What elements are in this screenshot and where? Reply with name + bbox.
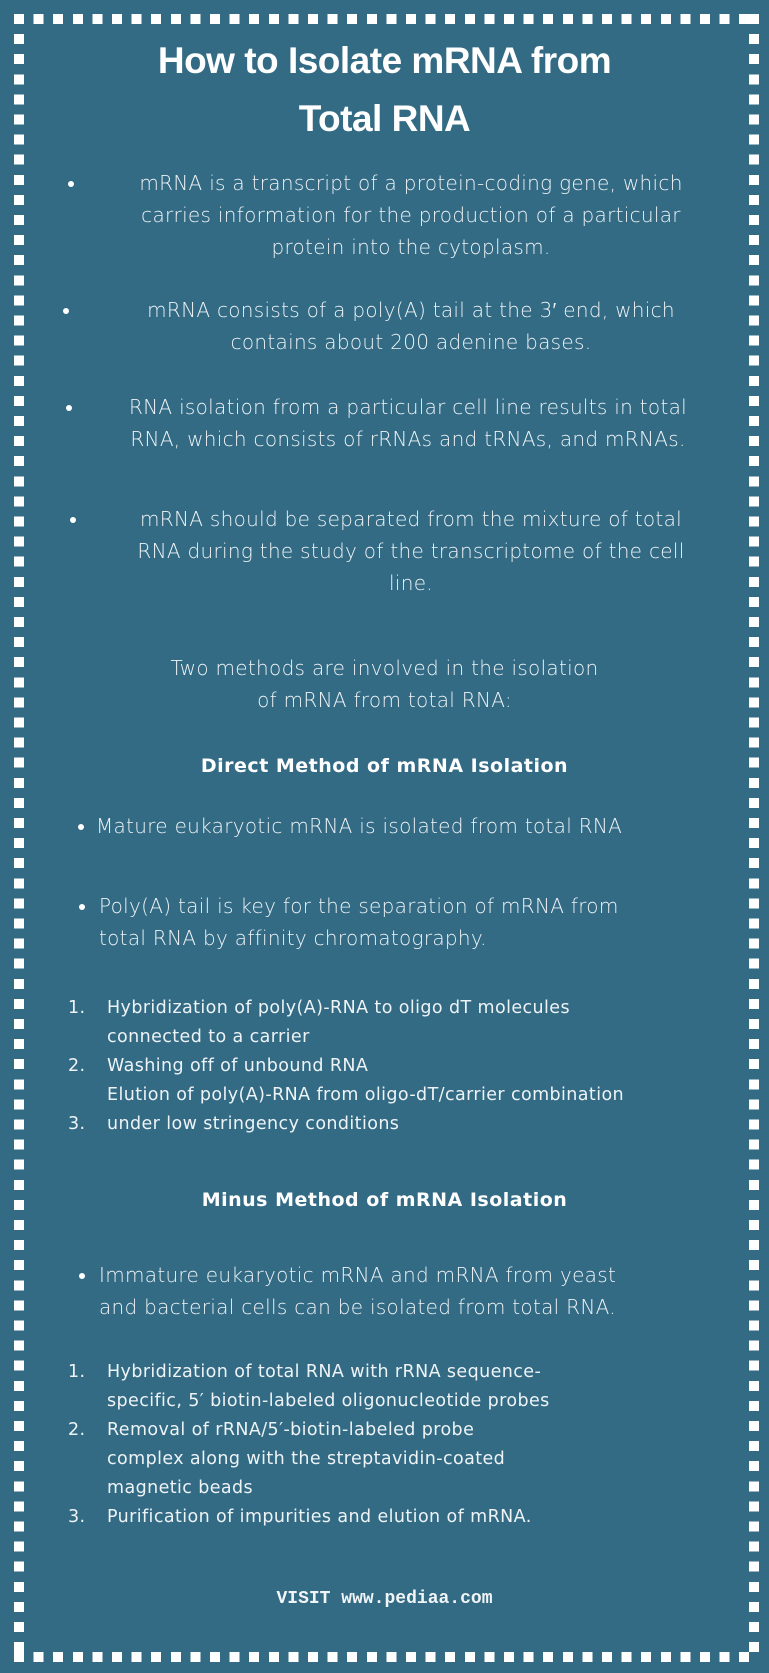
text-line: Washing off of unbound RNA [107,1056,369,1076]
list-item [68,994,748,1052]
bullet-icon [79,904,85,910]
step-number: 2. [68,1420,86,1440]
text-line: protein into the cytoplasm. [271,235,551,259]
text-line: under low stringency conditions [107,1114,400,1134]
text-line: Immature eukaryotic mRNA and mRNA from yeast [99,1263,617,1287]
text-line: complex along with the streptavidin-coated [107,1449,506,1469]
text-line: Hybridization of total RNA with rRNA sequence- [107,1362,542,1382]
dotted-border-top [14,14,759,24]
title-line-1: How to Isolate mRNA from [157,40,612,81]
text-line: RNA during the study of the transcriptome of the cell [137,539,685,563]
text-line: Removal of rRNA/5′-biotin-labeled probe [107,1420,475,1440]
bullet-icon [70,517,76,523]
direct-bullet-2 [99,890,739,954]
footer-visit-link[interactable]: VISIT www.pediaa.com [276,1589,493,1609]
direct-bullet-1 [96,810,736,842]
bullet-icon [63,308,69,314]
text-line: mRNA should be separated from the mixture of total [140,507,682,531]
text-line: total RNA by affinity chromatography. [99,926,487,950]
text-line: specific, 5′ biotin-labeled oligonucleotide probes [107,1391,550,1411]
bullet-icon [68,181,74,187]
methods-intro [40,652,729,716]
intro-bullet-3 [90,391,726,455]
text-line: Mature eukaryotic mRNA is isolated from total RNA [96,814,623,838]
text-line: carries information for the production of a particular [141,203,681,227]
text-line: connected to a carrier [107,1027,310,1047]
intro-bullet-1 [96,167,726,263]
text-line: of mRNA from total RNA: [257,688,512,712]
minus-method-heading: Minus Method of mRNA Isolation [201,1189,568,1211]
title-line-2: Total RNA [298,98,471,139]
dotted-border-left [14,14,24,1662]
text-line: line. [389,571,433,595]
list-item [68,1110,748,1139]
text-line: mRNA is a transcript of a protein-coding gene, which [139,171,683,195]
text-line: mRNA consists of a poly(A) tail at the 3′ end, which [147,298,675,322]
direct-method-heading: Direct Method of mRNA Isolation [200,755,569,777]
dotted-border-bottom [14,1652,759,1662]
minus-bullet-1 [99,1259,739,1323]
list-item [68,1052,748,1110]
list-item [68,1358,748,1416]
intro-bullet-2 [96,294,726,358]
dotted-border-right [749,14,759,1662]
bullet-icon [79,1273,85,1279]
step-number: 1. [68,998,86,1018]
text-line: Poly(A) tail is key for the separation of mRNA from [99,894,619,918]
bullet-icon [66,405,72,411]
bullet-icon [78,824,84,830]
text-line: Elution of poly(A)-RNA from oligo-dT/carrier combination [107,1085,625,1105]
text-line: contains about 200 adenine bases. [230,330,592,354]
step-number: 3. [68,1507,86,1527]
step-number: 1. [68,1362,86,1382]
direct-steps-list [68,994,748,1139]
text-line: Hybridization of poly(A)-RNA to oligo dT molecules [107,998,570,1018]
text-line: Two methods are involved in the isolation [170,656,599,680]
text-line: Purification of impurities and elution of mRNA. [107,1507,532,1527]
text-line: RNA isolation from a particular cell line results in total [128,395,688,419]
text-line: and bacterial cells can be isolated from total RNA. [99,1295,616,1319]
intro-bullet-4 [96,503,726,599]
minus-steps-list [68,1358,748,1532]
text-line: RNA, which consists of rRNAs and tRNAs, and mRNAs. [130,427,686,451]
step-number: 3. [68,1114,86,1134]
list-item [68,1503,748,1532]
step-number: 2. [68,1056,86,1076]
page-title [0,38,769,142]
text-line: magnetic beads [107,1478,254,1498]
list-item [68,1416,748,1503]
